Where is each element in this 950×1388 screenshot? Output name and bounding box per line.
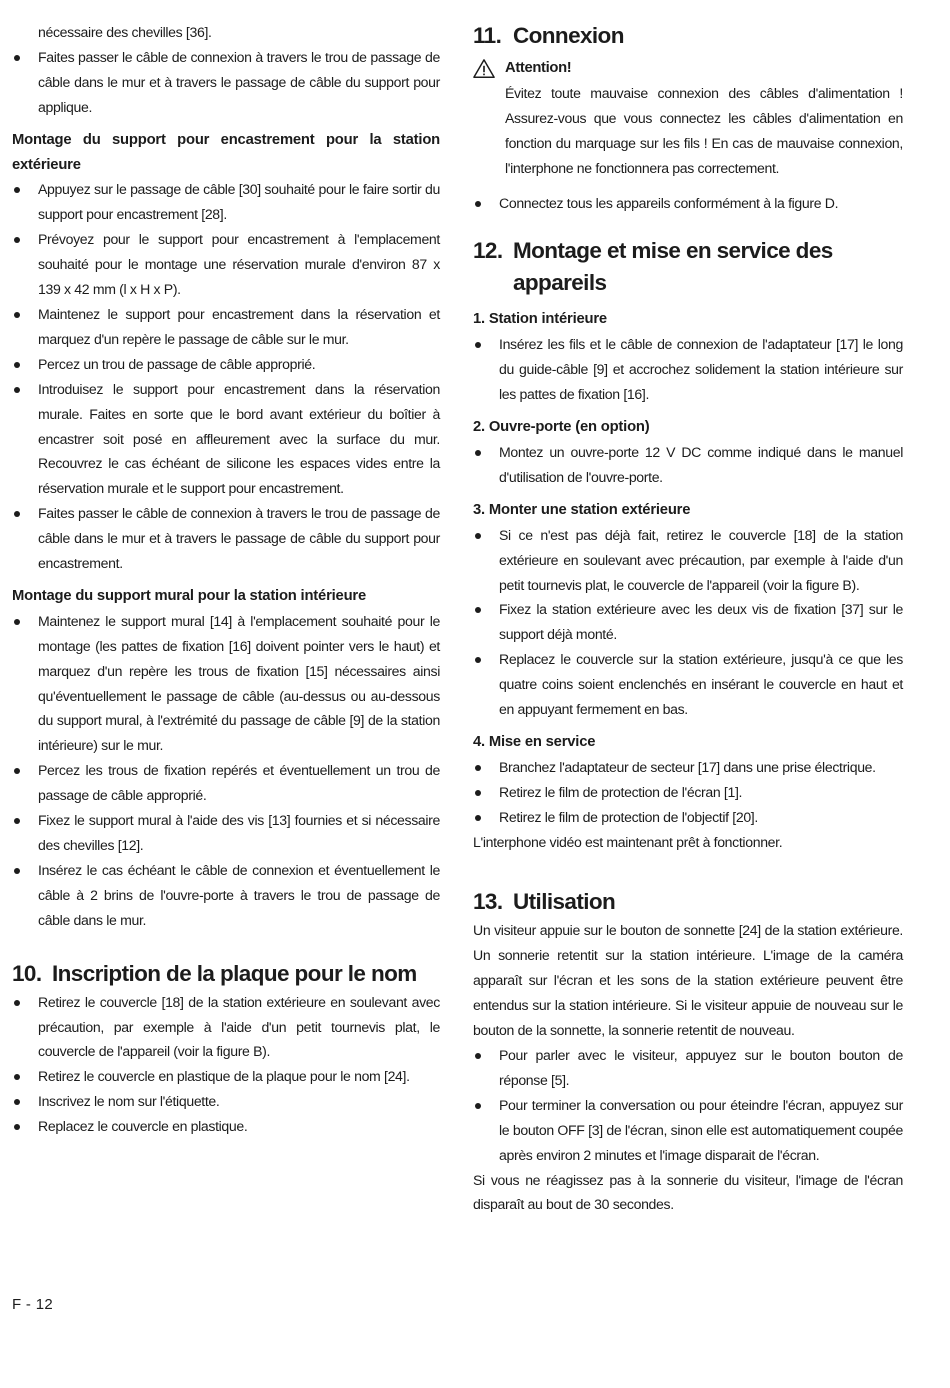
list-item: Insérez le cas échéant le câble de connexion et éventuellement le câble à 2 brins de l'ouvre-porte à travers le trou de passage de câble dans le mur. (12, 858, 440, 933)
list-item: Connectez tous les appareils conformément à la figure D. (473, 191, 903, 216)
list-item: Montez un ouvre-porte 12 V DC comme indiqué dans le manuel d'utilisation de l'ouvre-porte. (473, 440, 903, 490)
section-number: 10. (12, 960, 42, 986)
section-number: 13. (473, 889, 503, 915)
continued-bullet-text: nécessaire des chevilles [36]. (38, 24, 212, 40)
list-item: Appuyez sur le passage de câble [30] souhaité pour le faire sortir du support pour encastrement [28]. (12, 177, 440, 227)
section-title: Connexion (513, 23, 624, 48)
section-number: 12. (473, 238, 503, 264)
flush-mount-list (12, 177, 440, 576)
section-title: Utilisation (513, 889, 616, 915)
section-10-list (12, 990, 440, 1139)
list-item: Retirez le film de protection de l'objectif [20]. (473, 805, 903, 830)
section-12-heading (473, 235, 903, 299)
list-item: Si ce n'est pas déjà fait, retirez le couvercle [18] de la station extérieure en soulevant avec précaution, par exemple à l'aide d'un petit tournevis plat, le couvercle de l'appareil (voir la figure B). (473, 523, 903, 598)
list-item: Faites passer le câble de connexion à travers le trou de passage de câble dans le mur et à travers le passage de câble du support pour applique. (12, 45, 440, 120)
section-13-intro: Un visiteur appuie sur le bouton de sonnette [24] de la station extérieure. Un sonnerie retentit sur la station intérieure. L'image de la caméra apparaît sur l'écran et les sons de la station extérieure peuvent être entendus sur la station intérieure. Si le visiteur appuie de nouveau sur le bouton de la sonnette, la sonnerie retentit de nouveau. (473, 922, 903, 1039)
section-number: 11. (473, 23, 502, 48)
page-number: F - 12 (12, 1296, 53, 1313)
section-13-heading (473, 886, 903, 918)
list-item: Retirez le film de protection de l'écran [1]. (473, 780, 903, 805)
right-column (473, 20, 903, 1217)
list-item: Retirez le couvercle [18] de la station extérieure en soulevant avec précaution, par exemple à l'aide d'un petit tournevis plat, le couvercle de l'appareil (voir la figure B). (12, 990, 440, 1065)
indoor-station-list (473, 332, 903, 407)
list-item: Percez les trous de fixation repérés et éventuellement un trou de passage de câble approprié. (12, 758, 440, 808)
warning-title: Attention! (505, 60, 572, 76)
list-item: Insérez les fils et le câble de connexion de l'adaptateur [17] le long du guide-câble [9] et accrochez solidement la station intérieure sur les pattes de fixation [16]. (473, 332, 903, 407)
subheading-indoor-station: 1. Station intérieure (473, 311, 607, 328)
list-item: Retirez le couvercle en plastique de la plaque pour le nom [24]. (12, 1064, 440, 1089)
list-item: Faites passer le câble de connexion à travers le trou de passage de câble dans le mur et à travers le passage de câble du support pour encastrement. (12, 501, 440, 576)
outdoor-station-list (473, 523, 903, 722)
list-item: Branchez l'adaptateur de secteur [17] dans une prise électrique. (473, 755, 903, 780)
section-title: Montage et mise en service des appareils (513, 238, 833, 296)
warning-triangle-icon (473, 58, 495, 80)
top-bullet-list (12, 45, 440, 120)
warning-body (495, 56, 903, 181)
list-item: Maintenez le support pour encastrement dans la réservation et marquez d'un repère le passage de câble sur le mur. (12, 302, 440, 352)
list-item: Maintenez le support mural [14] à l'emplacement souhaité pour le montage (les pattes de fixation [16] doivent pointer vers le haut) et marquez d'un repère les trous de fixation [15] nécessaires ainsi qu'éventuellement le passage de câble (au-dessus ou au-dessous du support mural, à l'extrémité du passage de câble [9] de la station intérieure) sur le mur. (12, 609, 440, 758)
section-11-list (473, 191, 903, 216)
list-item: Pour parler avec le visiteur, appuyez sur le bouton bouton de réponse [5]. (473, 1043, 903, 1093)
commissioning-list (473, 755, 903, 830)
door-opener-list (473, 440, 903, 490)
section-title: Inscription de la plaque pour le nom (52, 960, 417, 986)
left-column (12, 20, 440, 1139)
list-item: Pour terminer la conversation ou pour éteindre l'écran, appuyez sur le bouton OFF [3] de l'écran, sinon elle est automatiquement coupée après environ 2 minutes et l'image disparait de l'écran. (473, 1093, 903, 1168)
section-13-outro: Si vous ne réagissez pas à la sonnerie du visiteur, l'image de l'écran disparaît au bout de 30 secondes. (473, 1171, 903, 1213)
list-item: Prévoyez pour le support pour encastrement à l'emplacement souhaité pour le montage une réservation murale d'environ 87 x 139 x 42 mm (l x H x P). (12, 227, 440, 302)
list-item: Replacez le couvercle sur la station extérieure, jusqu'à ce que les quatre coins soient enclenchés en insérant le couvercle en haut et en appuyant fermement en bas. (473, 647, 903, 722)
wall-mount-list (12, 609, 440, 933)
section-10-heading (12, 958, 440, 990)
warning-box (473, 56, 903, 181)
subheading-flush-mount: Montage du support pour encastrement pour la station extérieure (12, 131, 440, 173)
list-item: Fixez la station extérieure avec les deux vis de fixation [37] sur le support déjà monté. (473, 597, 903, 647)
warning-text: Évitez toute mauvaise connexion des câbles d'alimentation ! Assurez-vous que vous connectez les câbles d'alimentation en fonction du marquage sur les fils ! En cas de mauvaise connexion, l'interphone ne fonctionnera pas correctement. (505, 84, 903, 176)
section-11-heading (473, 20, 903, 52)
subheading-door-opener: 2. Ouvre-porte (en option) (473, 419, 650, 436)
ready-text: L'interphone vidéo est maintenant prêt à fonctionner. (473, 833, 783, 850)
list-item: Fixez le support mural à l'aide des vis [13] fournies et si nécessaire des chevilles [12]. (12, 808, 440, 858)
subheading-outdoor-station: 3. Monter une station extérieure (473, 501, 691, 518)
subheading-wall-mount: Montage du support mural pour la station intérieure (12, 587, 366, 604)
section-13-list (473, 1043, 903, 1168)
list-item: Percez un trou de passage de câble approprié. (12, 352, 440, 377)
subheading-commissioning: 4. Mise en service (473, 733, 596, 750)
list-item: Inscrivez le nom sur l'étiquette. (12, 1089, 440, 1114)
list-item: Replacez le couvercle en plastique. (12, 1114, 440, 1139)
list-item: Introduisez le support pour encastrement dans la réservation murale. Faites en sorte que le bord avant extérieur du boîtier à encastrer soit posé en affleurement avec la surface du mur. Recouvrez le cas échéant de silicone les espaces vides entre la réservation murale et le support pour encastrement. (12, 377, 440, 502)
